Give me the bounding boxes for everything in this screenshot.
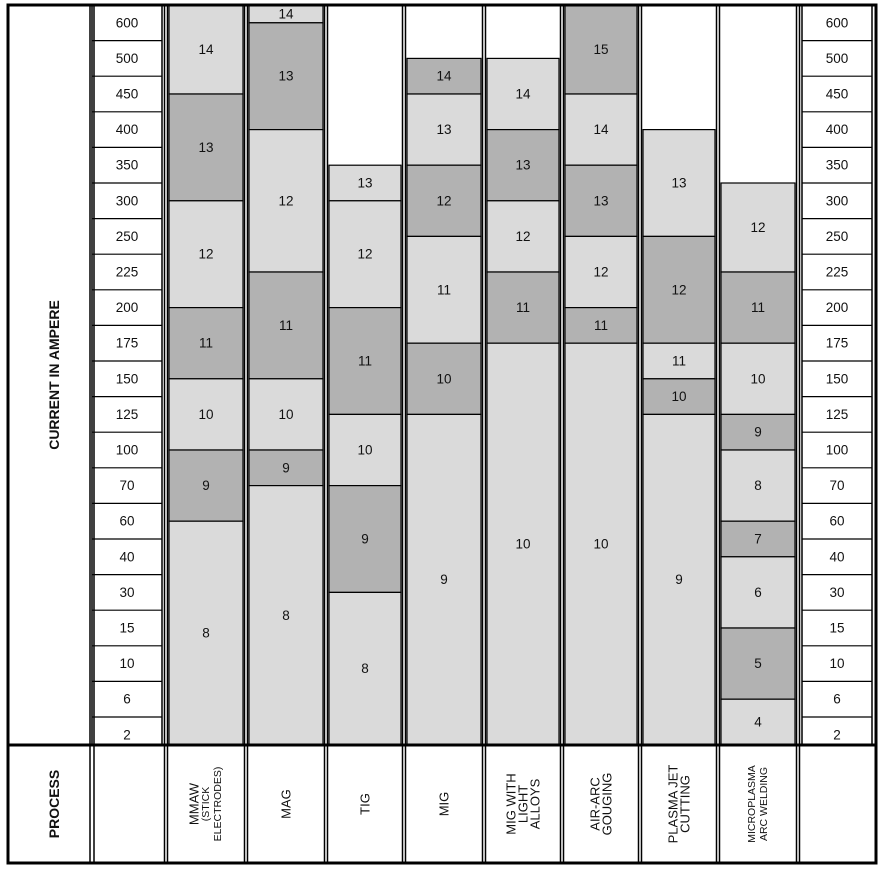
segment-value-label: 11 <box>593 317 609 333</box>
segment-value-label: 13 <box>198 139 214 155</box>
segment-value-label: 11 <box>278 317 294 333</box>
left-current-tick-label: 40 <box>119 549 135 565</box>
process-name-label: MIG WITH <box>503 773 519 835</box>
process-name-label: MIG <box>436 791 452 817</box>
right-current-tick-label: 10 <box>829 656 845 672</box>
segment-value-label: 14 <box>515 86 531 102</box>
process-name-label: AIR-ARC <box>587 777 603 831</box>
right-current-tick-label: 70 <box>829 478 845 494</box>
segment-value-label: 11 <box>198 335 214 351</box>
right-current-tick-label: 175 <box>825 335 849 351</box>
segment-value-label: 12 <box>198 246 214 262</box>
process-name-label: MAG <box>278 789 294 819</box>
left-current-tick-label: 10 <box>119 656 135 672</box>
left-current-tick-label: 125 <box>115 406 139 422</box>
segment-value-label: 10 <box>198 406 214 422</box>
segment-value-label: 10 <box>278 406 294 422</box>
left-current-tick-label: 15 <box>119 620 135 636</box>
left-current-tick-label: 600 <box>115 15 139 31</box>
process-name-label: PLASMA JET <box>665 764 681 844</box>
left-current-tick-label: 70 <box>119 478 135 494</box>
segment-value-label: 14 <box>198 42 214 57</box>
right-current-tick-label: 150 <box>825 371 849 387</box>
segment-value-label: 12 <box>436 193 452 209</box>
segment-value-label: 12 <box>750 220 766 235</box>
left-current-tick-label: 100 <box>115 442 139 458</box>
left-current-tick-label: 6 <box>123 691 131 707</box>
segment-value-label: 10 <box>515 536 531 552</box>
left-current-tick-label: 250 <box>115 228 139 244</box>
segment-value-label: 9 <box>282 460 290 476</box>
segment-value-label: 14 <box>593 122 609 138</box>
left-current-tick-label: 150 <box>115 371 139 387</box>
left-current-tick-label: 2 <box>123 727 131 743</box>
segment-value-label: 11 <box>750 300 766 316</box>
segment-value-label: 13 <box>278 68 294 84</box>
segment-value-label: 8 <box>754 478 762 494</box>
segment-value-label: 10 <box>357 442 373 458</box>
right-current-tick-label: 250 <box>825 228 849 244</box>
segment-value-label: 13 <box>593 193 609 209</box>
right-current-tick-label: 600 <box>825 15 849 31</box>
left-current-tick-label: 175 <box>115 335 139 351</box>
left-current-tick-label: 450 <box>115 86 139 102</box>
segment-value-label: 11 <box>671 353 687 369</box>
segment-value-label: 14 <box>436 68 452 84</box>
segment-value-label: 12 <box>278 193 294 209</box>
right-current-tick-label: 60 <box>829 513 845 529</box>
segment-value-label: 11 <box>357 353 373 369</box>
segment-value-label: 11 <box>515 300 531 316</box>
left-current-tick-label: 350 <box>115 157 139 173</box>
left-current-tick-label: 500 <box>115 50 139 66</box>
segment-value-label: 10 <box>750 371 766 387</box>
process-name-label: TIG <box>357 793 373 815</box>
process-name-label: MMAW <box>186 782 202 826</box>
process-name-label: ALLOYS <box>527 778 543 830</box>
segment-value-label: 7 <box>754 531 762 547</box>
segment-value-label: 12 <box>357 246 373 262</box>
left-current-tick-label: 400 <box>115 122 139 138</box>
segment-value-label: 12 <box>671 282 687 298</box>
process-name-label: ELECTRODES) <box>212 766 224 842</box>
segment-value-label: 13 <box>357 175 373 191</box>
segment-value-label: 9 <box>202 478 210 494</box>
right-current-tick-label: 400 <box>825 122 849 138</box>
right-current-tick-label: 225 <box>825 264 849 280</box>
segment-value-label: 9 <box>675 572 683 588</box>
segment-value-label: 12 <box>593 264 609 280</box>
right-current-tick-label: 100 <box>825 442 849 458</box>
segment-value-label: 9 <box>440 572 448 588</box>
right-current-tick-label: 40 <box>829 549 845 565</box>
segment-value-label: 13 <box>515 157 531 173</box>
right-current-tick-label: 450 <box>825 86 849 102</box>
segment-value-label: 8 <box>282 607 290 623</box>
right-current-tick-label: 200 <box>825 300 849 316</box>
right-current-tick-label: 15 <box>829 620 845 636</box>
process-name-label: (STICK <box>200 786 212 822</box>
left-current-tick-label: 60 <box>119 513 135 529</box>
left-current-tick-label: 200 <box>115 300 139 316</box>
process-name-label: ARC WELDING <box>758 766 770 842</box>
process-row-title: PROCESS <box>46 769 62 839</box>
right-current-tick-label: 500 <box>825 50 849 66</box>
segment-value-label: 10 <box>671 389 687 405</box>
segment-value-label: 8 <box>361 661 369 677</box>
segment-value-label: 9 <box>361 531 369 547</box>
right-current-tick-label: 350 <box>825 157 849 173</box>
segment-value-label: 5 <box>754 656 762 672</box>
segment-value-label: 11 <box>436 282 452 298</box>
segment-value-label: 9 <box>754 424 762 440</box>
segment-value-label: 14 <box>278 6 294 22</box>
process-name-label: CUTTING <box>677 775 693 833</box>
right-current-tick-label: 6 <box>833 691 841 707</box>
y-axis-title: CURRENT IN AMPERE <box>46 300 62 450</box>
left-current-tick-label: 225 <box>115 264 139 280</box>
right-current-tick-label: 300 <box>825 193 849 209</box>
segment-value-label: 10 <box>436 371 452 387</box>
segment-value-label: 15 <box>593 42 609 57</box>
right-current-tick-label: 2 <box>833 727 841 743</box>
process-name-label: LIGHT <box>515 784 531 824</box>
segment-value-label: 10 <box>593 536 609 552</box>
segment-value-label: 13 <box>436 122 452 138</box>
segment-value-label: 6 <box>754 584 762 600</box>
right-current-tick-label: 125 <box>825 406 849 422</box>
process-name-label: MICROPLASMA <box>746 765 758 843</box>
process-name-label: GOUGING <box>599 772 615 836</box>
segment-value-label: 13 <box>671 175 687 191</box>
right-current-tick-label: 30 <box>829 584 845 600</box>
segment-value-label: 4 <box>754 714 762 730</box>
segment-value-label: 12 <box>515 228 531 244</box>
left-current-tick-label: 30 <box>119 584 135 600</box>
left-current-tick-label: 300 <box>115 193 139 209</box>
segment-value-label: 8 <box>202 625 210 641</box>
